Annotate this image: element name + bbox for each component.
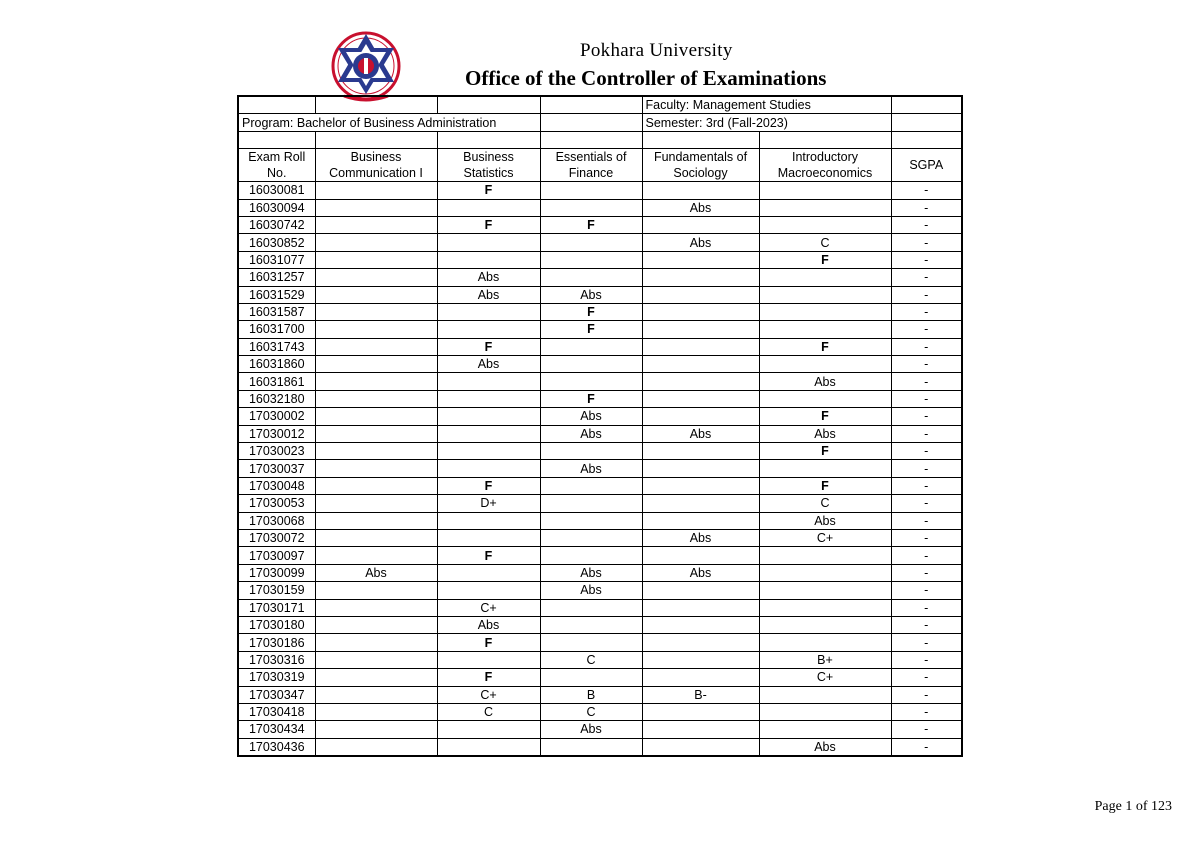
grade-cell: Abs [437, 616, 540, 633]
roll-number-cell: 17030159 [238, 582, 315, 599]
grade-cell [642, 269, 759, 286]
sgpa-cell: - [891, 477, 962, 494]
sgpa-cell: - [891, 321, 962, 338]
grade-cell [759, 564, 891, 581]
grade-cell [642, 338, 759, 355]
sgpa-cell: - [891, 634, 962, 651]
roll-number-cell: 17030002 [238, 408, 315, 425]
grade-cell [642, 599, 759, 616]
grade-cell [315, 721, 437, 738]
grade-cell [540, 356, 642, 373]
grade-cell [642, 303, 759, 320]
grade-cell [315, 356, 437, 373]
grade-cell: F [437, 547, 540, 564]
table-row [238, 286, 962, 303]
grade-cell: F [540, 216, 642, 233]
grade-cell [642, 182, 759, 199]
table-row [238, 199, 962, 216]
roll-number-cell: 17030053 [238, 495, 315, 512]
table-row [238, 408, 962, 425]
sgpa-cell: - [891, 443, 962, 460]
sgpa-cell: - [891, 286, 962, 303]
faculty-label: Faculty: Management Studies [642, 96, 891, 114]
sgpa-cell: - [891, 529, 962, 546]
grade-cell [642, 634, 759, 651]
grade-cell [315, 651, 437, 668]
roll-number-cell: 17030436 [238, 738, 315, 756]
grade-cell [315, 703, 437, 720]
roll-number-cell: 17030037 [238, 460, 315, 477]
grade-cell [642, 703, 759, 720]
grade-cell: C [759, 495, 891, 512]
grade-cell [759, 721, 891, 738]
sgpa-cell: - [891, 495, 962, 512]
table-row [238, 512, 962, 529]
grade-cell [437, 529, 540, 546]
column-header: Business Statistics [437, 149, 540, 182]
grade-cell: C+ [437, 599, 540, 616]
roll-number-cell: 17030434 [238, 721, 315, 738]
roll-number-cell: 17030023 [238, 443, 315, 460]
grade-cell: Abs [437, 286, 540, 303]
grade-cell: D+ [437, 495, 540, 512]
sgpa-cell: - [891, 251, 962, 268]
roll-number-cell: 16031860 [238, 356, 315, 373]
sgpa-cell: - [891, 234, 962, 251]
grade-cell [540, 616, 642, 633]
table-row [238, 338, 962, 355]
table-row [238, 373, 962, 390]
roll-number-cell: 17030072 [238, 529, 315, 546]
sgpa-cell: - [891, 269, 962, 286]
grade-cell [642, 460, 759, 477]
roll-number-cell: 16031077 [238, 251, 315, 268]
grade-cell: Abs [642, 199, 759, 216]
sgpa-cell: - [891, 564, 962, 581]
sgpa-cell: - [891, 547, 962, 564]
grade-cell: B+ [759, 651, 891, 668]
grade-cell [642, 616, 759, 633]
grade-cell [315, 251, 437, 268]
grade-cell: C [759, 234, 891, 251]
sgpa-cell: - [891, 390, 962, 407]
roll-number-cell: 17030418 [238, 703, 315, 720]
grade-cell: Abs [642, 425, 759, 442]
roll-number-cell: 16031529 [238, 286, 315, 303]
table-row [238, 669, 962, 686]
table-row [238, 460, 962, 477]
grade-cell [315, 477, 437, 494]
sgpa-cell: - [891, 460, 962, 477]
grade-cell [540, 634, 642, 651]
grade-cell [540, 477, 642, 494]
grade-cell [759, 460, 891, 477]
grade-cell [437, 390, 540, 407]
grade-cell [315, 425, 437, 442]
grade-cell [437, 443, 540, 460]
table-row [238, 582, 962, 599]
roll-number-cell: 17030099 [238, 564, 315, 581]
column-header: Exam Roll No. [238, 149, 315, 182]
grade-cell [540, 529, 642, 546]
grade-cell [642, 651, 759, 668]
page-number: Page 1 of 123 [1094, 799, 1172, 814]
column-header-row [238, 149, 962, 182]
grade-cell [642, 512, 759, 529]
grade-cell: F [437, 669, 540, 686]
grade-cell [315, 182, 437, 199]
column-header: Introductory Macroeconomics [759, 149, 891, 182]
grade-cell [315, 669, 437, 686]
grade-cell [437, 199, 540, 216]
table-row [238, 390, 962, 407]
grade-cell [540, 234, 642, 251]
meta-row-program [238, 114, 962, 131]
table-row [238, 495, 962, 512]
roll-number-cell: 16032180 [238, 390, 315, 407]
roll-number-cell: 16031700 [238, 321, 315, 338]
grade-cell: C+ [437, 686, 540, 703]
table-row [238, 216, 962, 233]
sgpa-cell: - [891, 669, 962, 686]
roll-number-cell: 16030742 [238, 216, 315, 233]
grade-cell: C+ [759, 529, 891, 546]
grade-cell [759, 703, 891, 720]
sgpa-cell: - [891, 373, 962, 390]
grade-cell: F [437, 182, 540, 199]
grade-cell [540, 443, 642, 460]
table-row [238, 738, 962, 756]
page-header [0, 0, 1200, 95]
grade-cell [642, 443, 759, 460]
grade-cell: F [759, 443, 891, 460]
spacer-row [238, 131, 962, 148]
grade-cell [642, 216, 759, 233]
grade-cell: Abs [540, 408, 642, 425]
grade-cell [642, 721, 759, 738]
grade-cell [540, 251, 642, 268]
university-logo [326, 30, 406, 102]
grade-cell [315, 234, 437, 251]
roll-number-cell: 17030012 [238, 425, 315, 442]
sgpa-cell: - [891, 356, 962, 373]
program-label: Program: Bachelor of Business Administration [238, 114, 540, 131]
grade-cell: C [540, 651, 642, 668]
table-row [238, 564, 962, 581]
sgpa-cell: - [891, 616, 962, 633]
grade-cell: F [437, 216, 540, 233]
grade-cell [642, 495, 759, 512]
grade-cell [315, 408, 437, 425]
grade-cell [540, 338, 642, 355]
grade-cell [437, 408, 540, 425]
grade-cell: F [759, 251, 891, 268]
grade-cell [315, 460, 437, 477]
sgpa-cell: - [891, 199, 962, 216]
grade-cell [315, 373, 437, 390]
grade-cell [540, 599, 642, 616]
roll-number-cell: 16031257 [238, 269, 315, 286]
sgpa-cell: - [891, 703, 962, 720]
sgpa-cell: - [891, 303, 962, 320]
sgpa-cell: - [891, 599, 962, 616]
grade-cell [315, 582, 437, 599]
table-row [238, 425, 962, 442]
roll-number-cell: 17030097 [238, 547, 315, 564]
grade-cell [759, 686, 891, 703]
grade-cell [437, 651, 540, 668]
grade-cell [437, 460, 540, 477]
sgpa-cell: - [891, 512, 962, 529]
grade-cell: Abs [540, 582, 642, 599]
grade-cell [315, 269, 437, 286]
grade-cell [642, 408, 759, 425]
roll-number-cell: 16031743 [238, 338, 315, 355]
grade-cell [642, 582, 759, 599]
grade-cell: Abs [759, 425, 891, 442]
grade-cell: Abs [642, 529, 759, 546]
grade-cell [437, 303, 540, 320]
grade-cell [315, 443, 437, 460]
grade-cell [642, 477, 759, 494]
grade-cell [437, 234, 540, 251]
table-row [238, 616, 962, 633]
grade-cell: Abs [540, 721, 642, 738]
table-row [238, 529, 962, 546]
table-row [238, 651, 962, 668]
grade-cell: F [759, 477, 891, 494]
grade-cell: Abs [642, 564, 759, 581]
grade-cell [315, 303, 437, 320]
meta-row-faculty [238, 96, 962, 114]
grade-cell [540, 669, 642, 686]
grade-cell [642, 286, 759, 303]
results-table [237, 95, 963, 757]
table-row [238, 356, 962, 373]
table-row [238, 321, 962, 338]
grade-cell: Abs [540, 286, 642, 303]
table-row [238, 443, 962, 460]
grade-cell [437, 251, 540, 268]
table-row [238, 686, 962, 703]
grade-cell [759, 547, 891, 564]
grade-cell [315, 738, 437, 756]
table-row [238, 269, 962, 286]
grade-cell: Abs [540, 425, 642, 442]
grade-cell [437, 425, 540, 442]
grade-cell [540, 199, 642, 216]
grade-cell [315, 686, 437, 703]
grade-cell [759, 269, 891, 286]
sgpa-cell: - [891, 216, 962, 233]
grade-cell [540, 269, 642, 286]
table-row [238, 182, 962, 199]
grade-cell [759, 286, 891, 303]
grade-cell [540, 547, 642, 564]
grade-cell: B [540, 686, 642, 703]
grade-cell [437, 564, 540, 581]
sgpa-cell: - [891, 738, 962, 756]
grade-cell [315, 634, 437, 651]
sgpa-cell: - [891, 651, 962, 668]
grade-cell: C [437, 703, 540, 720]
sgpa-cell: - [891, 425, 962, 442]
grade-cell: Abs [759, 512, 891, 529]
grade-cell [315, 512, 437, 529]
roll-number-cell: 17030186 [238, 634, 315, 651]
grade-cell [642, 390, 759, 407]
grade-cell [315, 495, 437, 512]
table-row [238, 599, 962, 616]
grade-cell [315, 216, 437, 233]
grade-cell [437, 738, 540, 756]
column-header: SGPA [891, 149, 962, 182]
grade-cell: Abs [540, 564, 642, 581]
column-header: Business Communication I [315, 149, 437, 182]
grade-cell [759, 356, 891, 373]
grade-cell [759, 616, 891, 633]
semester-label: Semester: 3rd (Fall-2023) [642, 114, 891, 131]
grade-cell [315, 286, 437, 303]
grade-cell [437, 721, 540, 738]
grade-cell [642, 373, 759, 390]
sgpa-cell: - [891, 582, 962, 599]
grade-cell [540, 495, 642, 512]
table-row [238, 547, 962, 564]
grade-cell: Abs [315, 564, 437, 581]
roll-number-cell: 17030171 [238, 599, 315, 616]
grade-cell [437, 512, 540, 529]
grade-cell [315, 599, 437, 616]
grade-cell [540, 738, 642, 756]
grade-cell: Abs [437, 269, 540, 286]
roll-number-cell: 17030347 [238, 686, 315, 703]
grade-cell [642, 356, 759, 373]
sgpa-cell: - [891, 338, 962, 355]
sgpa-cell: - [891, 721, 962, 738]
grade-cell [315, 321, 437, 338]
sgpa-cell: - [891, 686, 962, 703]
grade-cell [540, 182, 642, 199]
sgpa-cell: - [891, 408, 962, 425]
grade-cell [642, 321, 759, 338]
grade-cell: F [540, 303, 642, 320]
grade-cell [437, 373, 540, 390]
table-row [238, 303, 962, 320]
grade-cell [642, 738, 759, 756]
grade-cell: Abs [437, 356, 540, 373]
roll-number-cell: 17030048 [238, 477, 315, 494]
grade-cell [540, 373, 642, 390]
grade-cell [315, 529, 437, 546]
grade-cell: F [437, 477, 540, 494]
grade-cell: F [437, 634, 540, 651]
roll-number-cell: 17030068 [238, 512, 315, 529]
roll-number-cell: 16030094 [238, 199, 315, 216]
grade-cell [437, 321, 540, 338]
grade-cell: Abs [540, 460, 642, 477]
grade-cell [759, 303, 891, 320]
roll-number-cell: 16030852 [238, 234, 315, 251]
office-title: Office of the Controller of Examinations [465, 66, 827, 90]
grade-cell: F [759, 408, 891, 425]
grade-cell [540, 512, 642, 529]
grade-cell: Abs [759, 373, 891, 390]
table-row [238, 634, 962, 651]
grade-cell [642, 669, 759, 686]
university-name: Pokhara University [580, 40, 733, 61]
table-row [238, 234, 962, 251]
grade-cell: F [540, 321, 642, 338]
grade-cell: B- [642, 686, 759, 703]
grade-cell [759, 390, 891, 407]
roll-number-cell: 17030316 [238, 651, 315, 668]
grade-cell: Abs [642, 234, 759, 251]
grade-cell [642, 547, 759, 564]
grade-cell [759, 599, 891, 616]
grade-cell [315, 338, 437, 355]
table-row [238, 703, 962, 720]
grade-cell: F [759, 338, 891, 355]
roll-number-cell: 17030180 [238, 616, 315, 633]
grade-cell [759, 321, 891, 338]
grade-cell [642, 251, 759, 268]
grade-cell [315, 390, 437, 407]
roll-number-cell: 17030319 [238, 669, 315, 686]
grade-cell [315, 616, 437, 633]
grade-cell [315, 547, 437, 564]
grade-cell: Abs [759, 738, 891, 756]
grade-cell [759, 199, 891, 216]
table-row [238, 251, 962, 268]
table-row [238, 477, 962, 494]
grade-cell: F [437, 338, 540, 355]
sgpa-cell: - [891, 182, 962, 199]
roll-number-cell: 16031861 [238, 373, 315, 390]
roll-number-cell: 16031587 [238, 303, 315, 320]
grade-cell [759, 634, 891, 651]
table-row [238, 721, 962, 738]
grade-cell [759, 182, 891, 199]
grade-cell [315, 199, 437, 216]
column-header: Essentials of Finance [540, 149, 642, 182]
grade-cell: C+ [759, 669, 891, 686]
grade-cell: C [540, 703, 642, 720]
grade-cell [759, 582, 891, 599]
grade-cell [759, 216, 891, 233]
column-header: Fundamentals of Sociology [642, 149, 759, 182]
grade-cell: F [540, 390, 642, 407]
roll-number-cell: 16030081 [238, 182, 315, 199]
grade-cell [437, 582, 540, 599]
